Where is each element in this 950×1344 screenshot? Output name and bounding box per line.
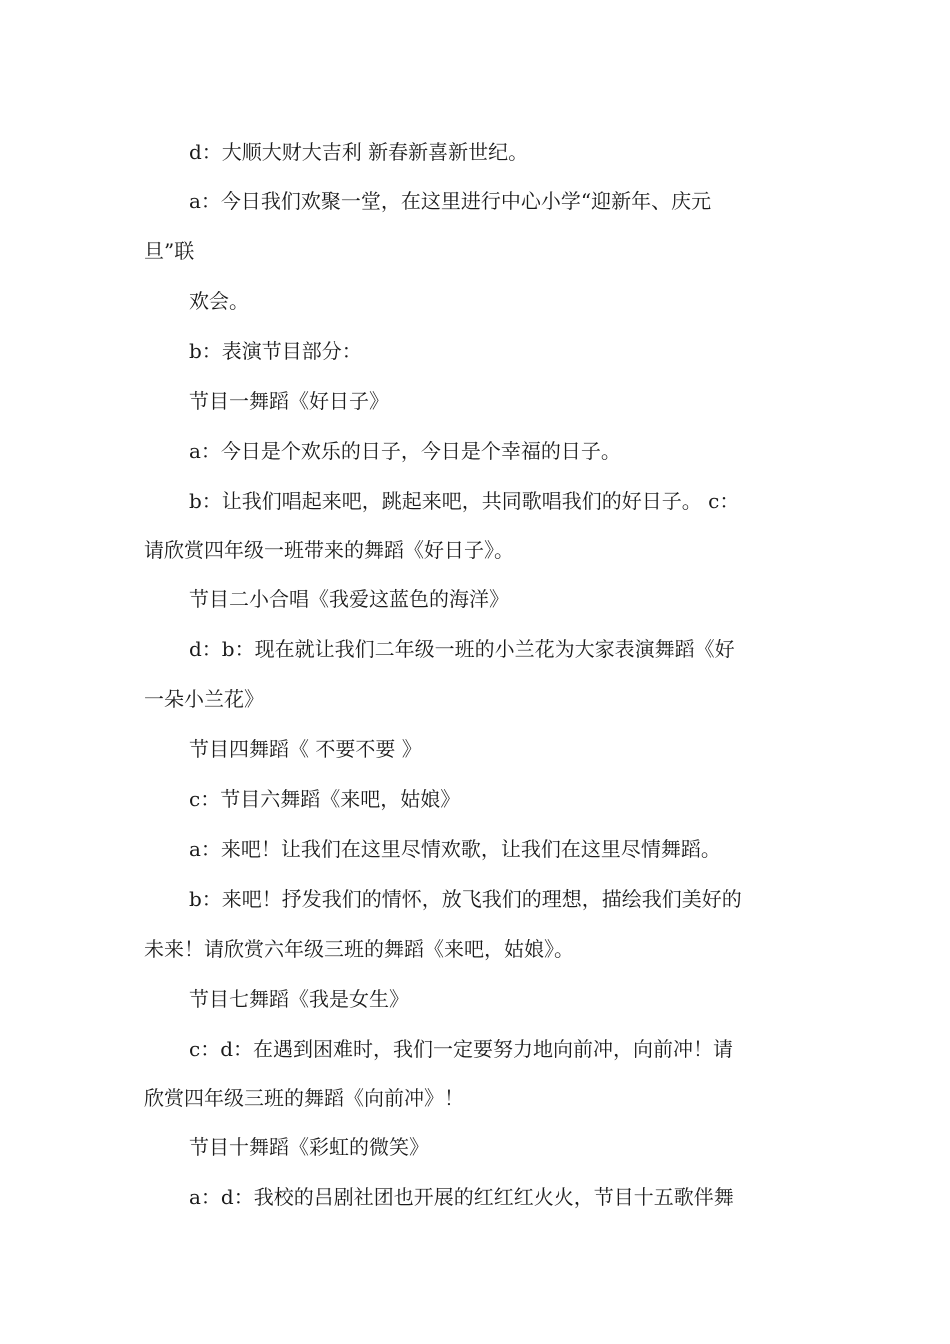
text-line: 节目七舞蹈《我是女生》 (189, 987, 409, 1011)
text-line: 未来！请欣赏六年级三班的舞蹈《来吧，姑娘》。 (144, 937, 574, 961)
text-line: 请欣赏四年级一班带来的舞蹈《好日子》。 (144, 538, 514, 562)
text-line: 节目十舞蹈《彩虹的微笑》 (189, 1135, 429, 1159)
text-line: 旦”联 (144, 239, 195, 263)
text-line: b：表演节目部分： (189, 339, 362, 363)
text-line: a：今日是个欢乐的日子，今日是个幸福的日子。 (189, 439, 621, 463)
text-line: a：d：我校的吕剧社团也开展的红红红火火，节目十五歌伴舞 (189, 1185, 734, 1209)
text-line: 节目二小合唱《我爱这蓝色的海洋》 (189, 587, 509, 611)
text-line: b：来吧！抒发我们的情怀，放飞我们的理想，描绘我们美好的 (189, 887, 742, 911)
text-line: 节目一舞蹈《好日子》 (189, 389, 389, 413)
text-line: d：b：现在就让我们二年级一班的小兰花为大家表演舞蹈《好 (189, 637, 735, 661)
text-line: a：来吧！让我们在这里尽情欢歌，让我们在这里尽情舞蹈。 (189, 837, 721, 861)
text-line: d：大顺大财大吉利 新春新喜新世纪。 (189, 140, 529, 164)
text-line: c：节目六舞蹈《来吧，姑娘》 (189, 787, 461, 811)
text-line: c：d：在遇到困难时，我们一定要努力地向前冲，向前冲！请 (189, 1037, 734, 1061)
text-line: 一朵小兰花》 (144, 687, 264, 711)
text-line: 欣赏四年级三班的舞蹈《向前冲》！ (144, 1086, 464, 1110)
text-line: b：让我们唱起来吧，跳起来吧，共同歌唱我们的好日子。 c： (189, 489, 740, 513)
text-line: 欢会。 (189, 289, 249, 313)
text-line: a：今日我们欢聚一堂，在这里进行中心小学“迎新年、庆元 (189, 189, 712, 213)
text-line: 节目四舞蹈《 不要不要 》 (189, 737, 422, 761)
